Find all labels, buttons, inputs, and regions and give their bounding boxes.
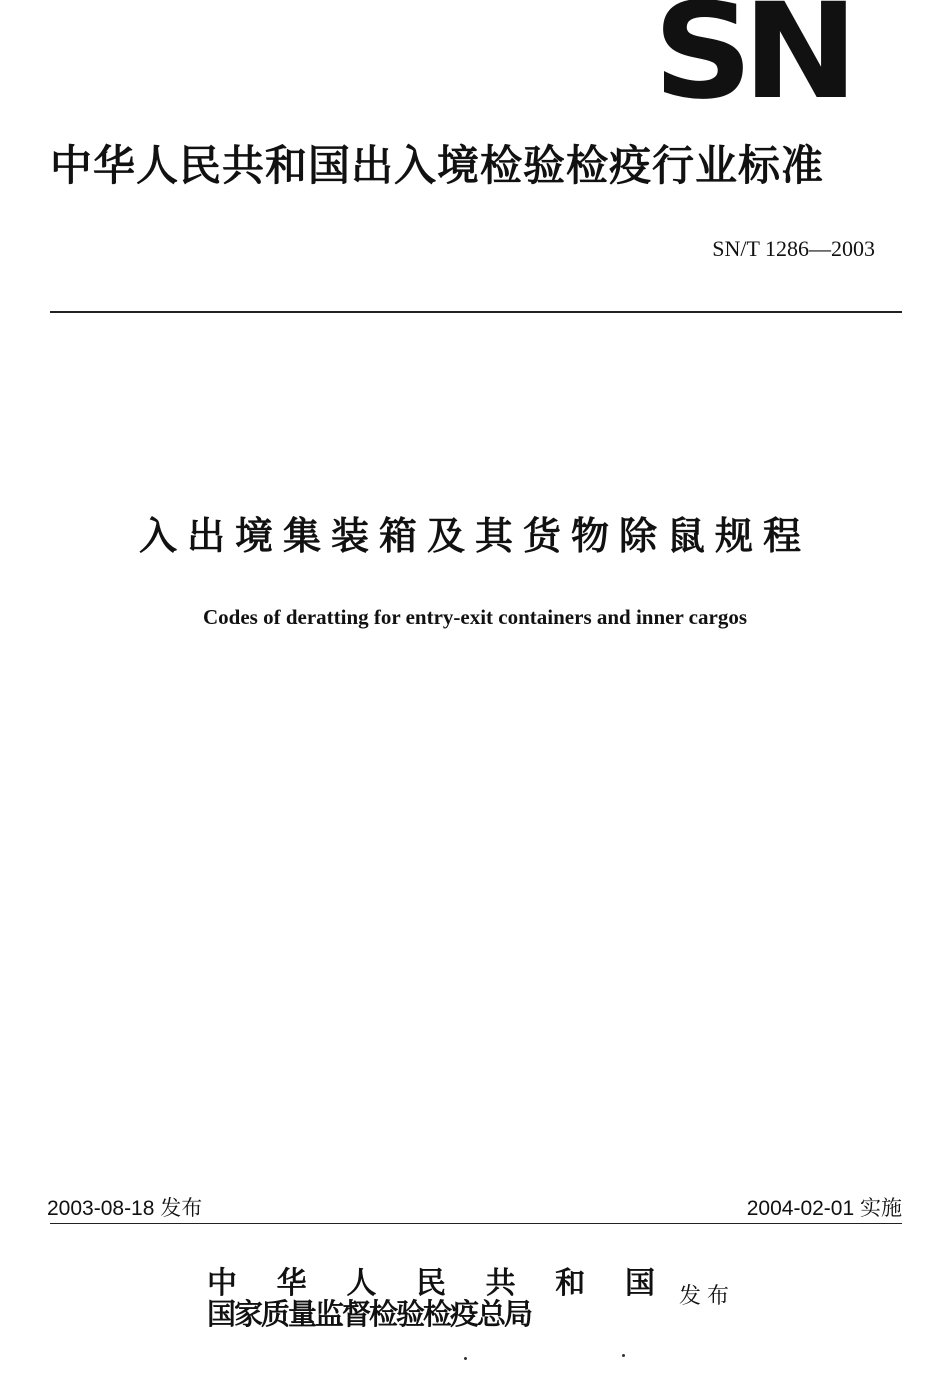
document-title-en: Codes of deratting for entry-exit containers and inner cargos bbox=[203, 605, 747, 629]
top-divider bbox=[50, 311, 902, 313]
issuer-country-char: 人 bbox=[346, 1266, 377, 1301]
issuer-country bbox=[207, 1268, 655, 1300]
implementation-date: 2004-02-01 实施 bbox=[746, 1197, 902, 1220]
issuer-country-char: 国 bbox=[624, 1266, 655, 1301]
agency-title: 中华人民共和国出入境检验检疫行业标准 bbox=[50, 141, 825, 190]
bottom-divider bbox=[50, 1223, 902, 1224]
issuer-country-char: 中 bbox=[207, 1266, 237, 1301]
issuer-country-char: 华 bbox=[276, 1266, 307, 1301]
scan-speck bbox=[622, 1354, 625, 1357]
issuer-country-char: 共 bbox=[485, 1266, 516, 1301]
issuer-block bbox=[207, 1268, 747, 1332]
document-title-zh: 入出境集装箱及其货物除鼠规程 bbox=[138, 514, 811, 558]
issue-date: 2003-08-18 发布 bbox=[47, 1197, 203, 1220]
issuer-country-char: 民 bbox=[415, 1266, 446, 1301]
standard-code: SN/T 1286—2003 bbox=[712, 236, 875, 261]
sn-logo: SN bbox=[653, 0, 848, 129]
issuer-country-char: 和 bbox=[555, 1266, 586, 1301]
scan-speck bbox=[464, 1357, 467, 1360]
issuer-agency: 国家质量监督检验检疫总局 bbox=[207, 1297, 532, 1331]
issuer-verb: 发布 bbox=[679, 1284, 736, 1309]
